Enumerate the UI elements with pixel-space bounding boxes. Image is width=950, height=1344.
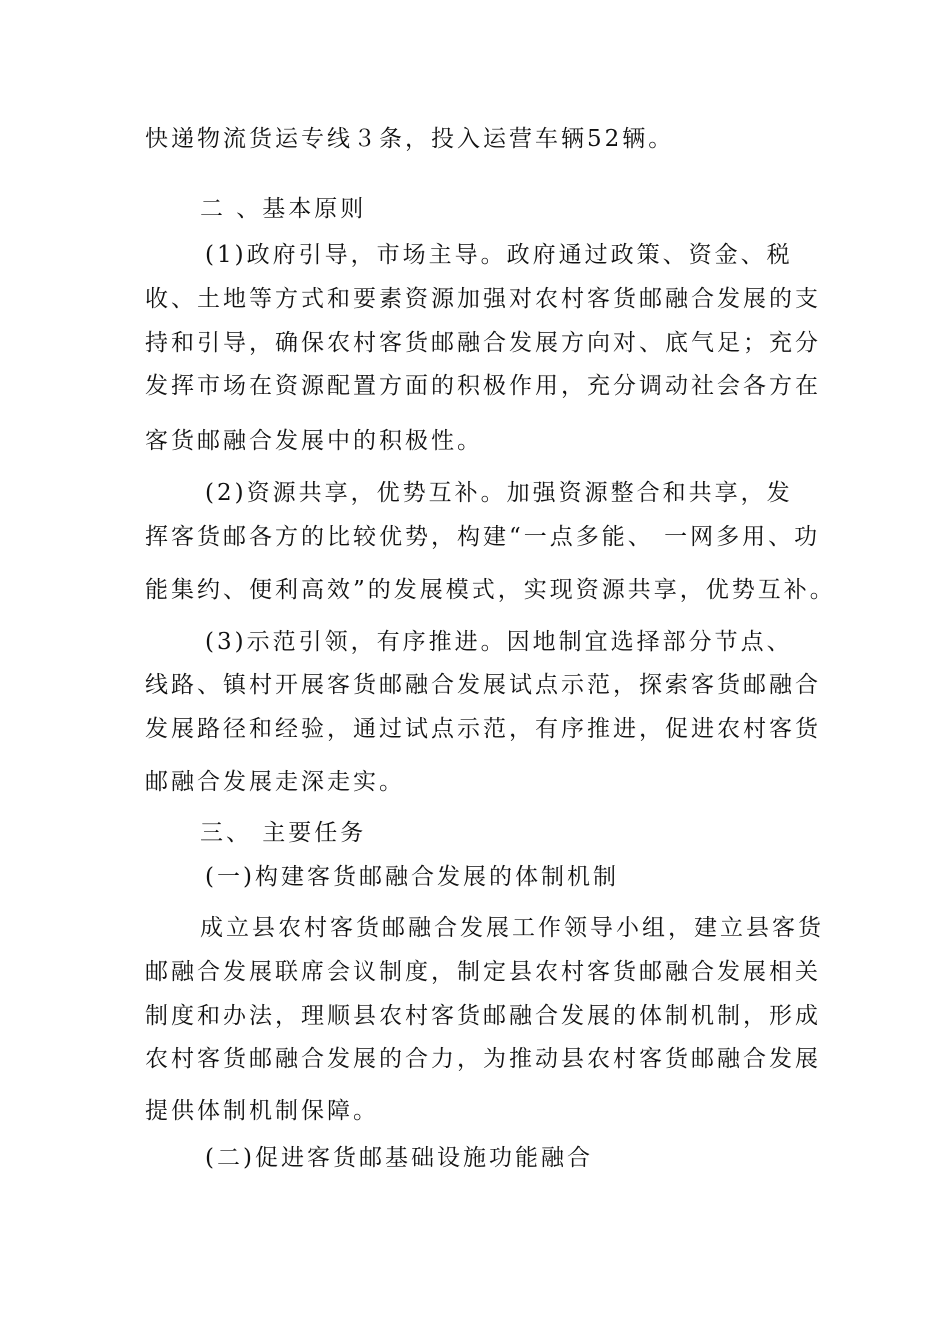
text-line: 发展路径和经验，通过试点示范，有序推进，促进农村客货 [145,716,821,742]
text-line: (1)政府引导，市场主导。政府通过政策、资金、税 [205,242,793,268]
text-line: 线路、镇村开展客货邮融合发展试点示范，探索客货邮融合 [145,672,821,698]
text-line: 能集约、便利高效”的发展模式，实现资源共享，优势互补。 [145,577,836,603]
text-line: 邮融合发展走深走实。 [145,769,405,795]
section-heading-main-tasks: 三、 主要任务 [200,820,367,846]
text-line: (2)资源共享，优势互补。加强资源整合和共享，发 [205,480,793,506]
text-line: 成立县农村客货邮融合发展工作领导小组，建立县客货 [200,915,824,941]
text-line: 提供体制机制保障。 [145,1098,379,1124]
section-heading-basic-principles: 二 、基本原则 [200,196,367,222]
text-line: (3)示范引领，有序推进。因地制宜选择部分节点、 [205,629,793,655]
text-line: 持和引导，确保农村客货邮融合发展方向对、底气足；充分 [145,330,821,356]
text-line: 收、土地等方式和要素资源加强对农村客货邮融合发展的支 [145,286,821,312]
text-line: 快递物流货运专线３条，投入运营车辆52辆。 [145,126,675,152]
subheading-2: (二)促进客货邮基础设施功能融合 [205,1145,593,1171]
subheading-1: (一)构建客货邮融合发展的体制机制 [205,864,619,890]
text-line: 制度和办法，理顺县农村客货邮融合发展的体制机制，形成 [145,1003,821,1029]
text-line: 农村客货邮融合发展的合力，为推动县农村客货邮融合发展 [145,1046,821,1072]
text-line: 邮融合发展联席会议制度，制定县农村客货邮融合发展相关 [145,959,821,985]
text-line: 客货邮融合发展中的积极性。 [145,428,483,454]
text-line: 发挥市场在资源配置方面的积极作用，充分调动社会各方在 [145,373,821,399]
text-line: 挥客货邮各方的比较优势，构建“一点多能、 一网多用、功 [145,524,821,550]
